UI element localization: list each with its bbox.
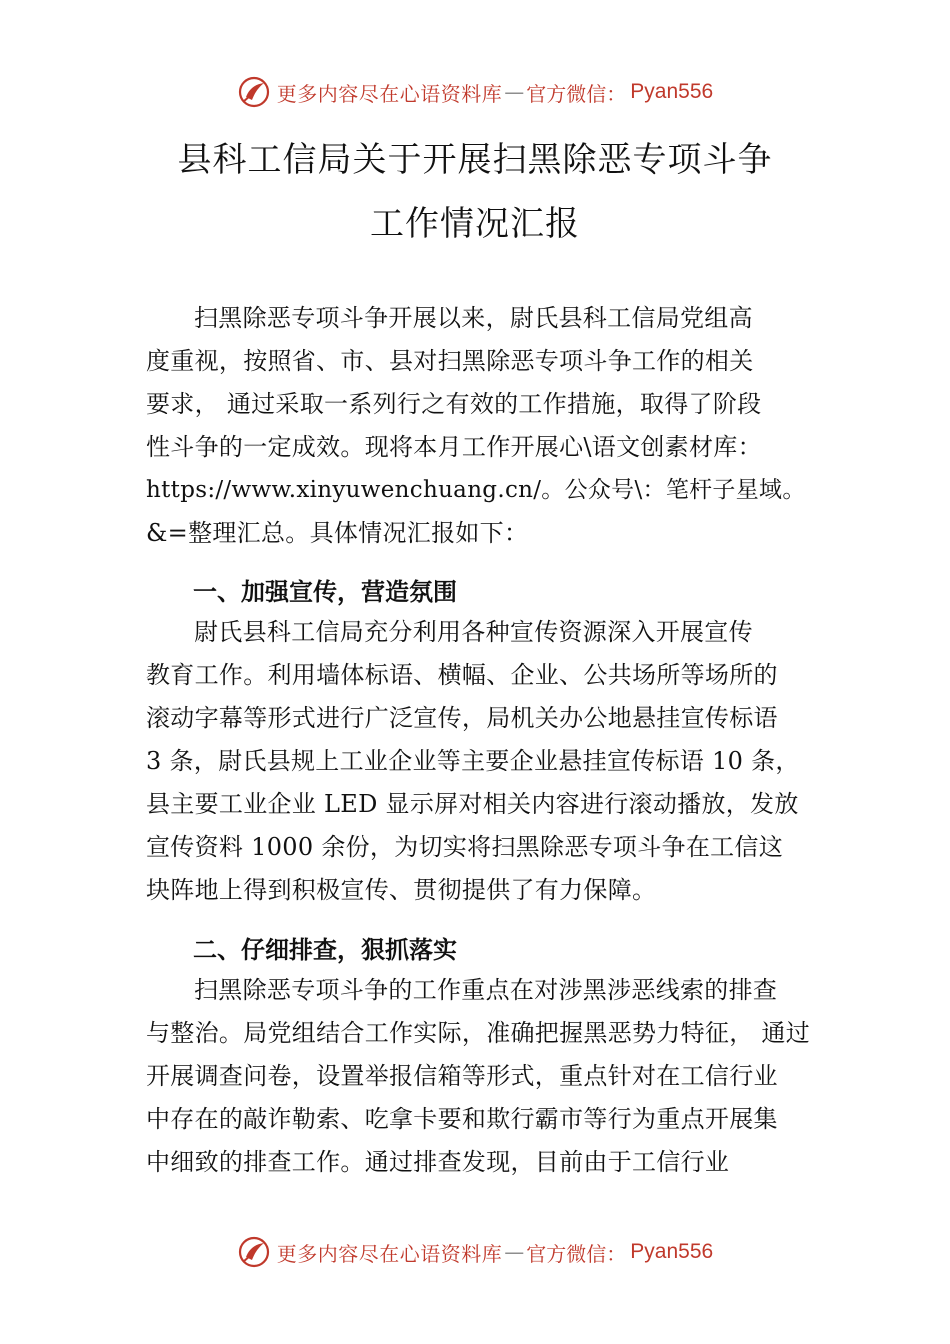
section-1-line: 宣传资料 1000 余份，为切实将扫黑除恶专项斗争在工信这 xyxy=(146,833,784,861)
header-banner xyxy=(0,72,950,112)
intro-line: 度重视，按照省、市、县对扫黑除恶专项斗争工作的相关 xyxy=(146,347,754,375)
intro-line-url: https://www.xinyuwenchuang.cn/。公众号\：笔杆子星域。 xyxy=(146,477,806,503)
intro-line: &=整理汇总。具体情况汇报如下： xyxy=(146,519,529,547)
section-2-line: 与整治。局党组结合工作实际，准确把握黑恶势力特征， 通过 xyxy=(146,1019,811,1047)
brand-logo-icon xyxy=(237,75,271,109)
section-2-heading: 二、仔细排查，狠抓落实 xyxy=(193,936,457,964)
banner-wechat-label: 官方微信： xyxy=(526,1241,627,1266)
banner-separator: — xyxy=(504,1240,525,1264)
document-title-line-2: 工作情况汇报 xyxy=(370,204,580,244)
section-1-paragraph xyxy=(146,611,812,912)
section-2-line: 中细致的排查工作。通过排查发现，目前由于工信行业 xyxy=(146,1148,730,1176)
banner-separator: — xyxy=(504,80,525,104)
section-1-heading: 一、加强宣传，营造氛围 xyxy=(193,578,457,606)
intro-line: 扫黑除恶专项斗争开展以来，尉氏县科工信局党组高 xyxy=(194,304,753,332)
section-2-line: 扫黑除恶专项斗争的工作重点在对涉黑涉恶线索的排查 xyxy=(194,976,778,1004)
brand-logo-icon xyxy=(237,1235,271,1269)
banner-wechat-id: Pyan556 xyxy=(630,1240,714,1263)
intro-paragraph xyxy=(146,297,812,555)
banner-text: 更多内容尽在心语资料库 xyxy=(276,1241,503,1266)
footer-banner xyxy=(0,1232,950,1272)
intro-line: 性斗争的一定成效。现将本月工作开展心\语文创素材库： xyxy=(146,433,762,461)
section-1-line: 尉氏县科工信局充分利用各种宣传资源深入开展宣传 xyxy=(194,618,753,646)
section-2-paragraph xyxy=(146,969,812,1184)
section-1-line: 块阵地上得到积极宣传、贯彻提供了有力保障。 xyxy=(146,876,657,904)
intro-line: 要求， 通过采取一系列行之有效的工作措施，取得了阶段 xyxy=(146,390,762,418)
section-2-line: 中存在的敲诈勒索、吃拿卡要和欺行霸市等行为重点开展集 xyxy=(146,1105,778,1133)
document-title-line-1: 县科工信局关于开展扫黑除恶专项斗争 xyxy=(177,140,773,180)
section-1-line: 滚动字幕等形式进行广泛宣传，局机关办公地悬挂宣传标语 xyxy=(146,704,778,732)
banner-wechat-id: Pyan556 xyxy=(630,80,714,103)
section-2-line: 开展调查问卷，设置举报信箱等形式，重点针对在工信行业 xyxy=(146,1062,778,1090)
section-1-line: 3 条，尉氏县规上工业企业等主要企业悬挂宣传标语 10 条， xyxy=(146,747,800,775)
section-1-line: 县主要工业企业 LED 显示屏对相关内容进行滚动播放，发放 xyxy=(146,790,799,818)
section-1-line: 教育工作。利用墙体标语、横幅、企业、公共场所等场所的 xyxy=(146,661,778,689)
banner-text: 更多内容尽在心语资料库 xyxy=(276,81,503,106)
banner-wechat-label: 官方微信： xyxy=(526,81,627,106)
